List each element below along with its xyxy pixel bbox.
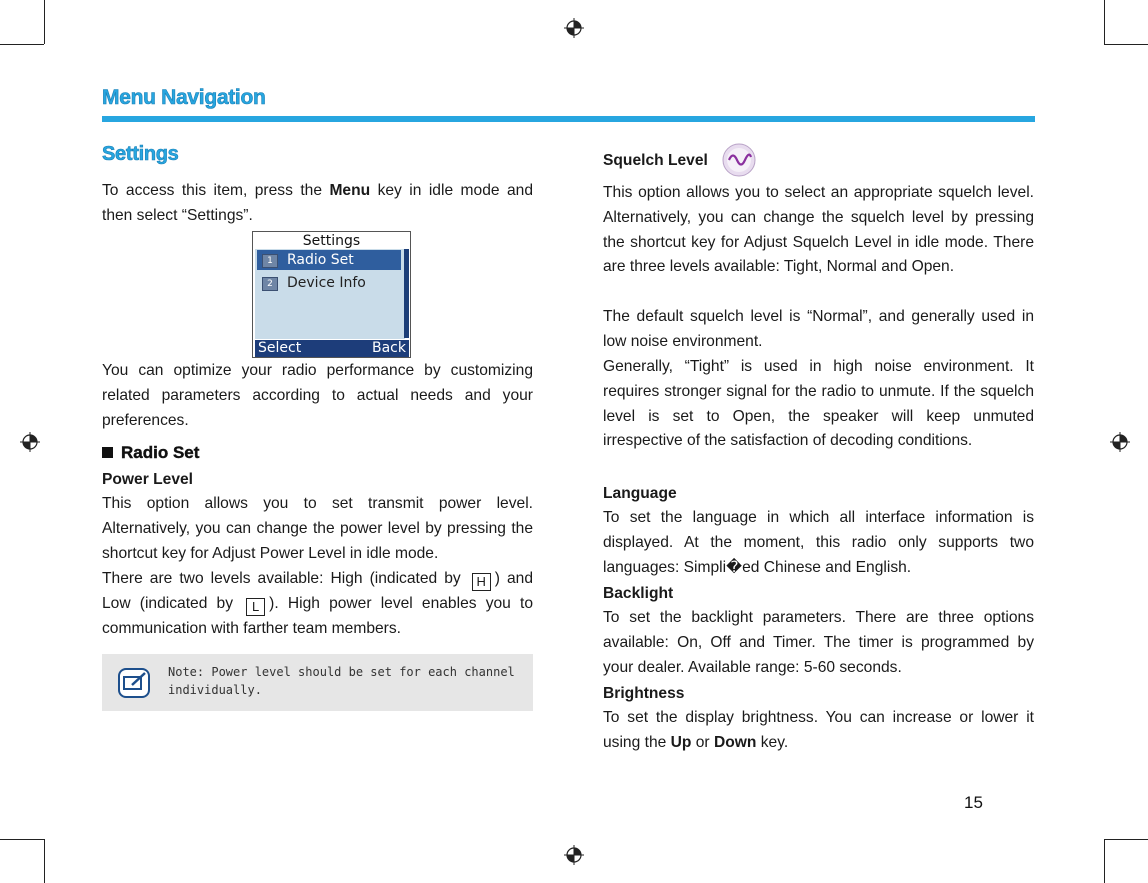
registration-mark-icon [564,845,584,865]
crop-mark [1104,839,1148,840]
optimize-paragraph: You can optimize your radio performance by customizing related parameters according to actual needs and your preferences. [102,362,533,429]
registration-mark-icon [1110,432,1130,452]
item-label: Radio Set [287,252,354,268]
radio-set-label: Radio Set [121,443,200,462]
high-power-icon: H [472,573,491,591]
screen-title: Settings [302,233,361,249]
brightness-text: To set the display brightness. You can increase or lower it using the [603,709,1034,751]
page-number: 15 [964,793,983,812]
intro-text: To access this item, press the [102,182,330,199]
power-level-heading: Power Level [102,471,194,488]
settings-screen [252,231,411,358]
levels-text-mid: ) and Low (indicated by [102,570,533,612]
softkey-select: Select [258,340,302,356]
crop-mark [44,839,45,883]
squelch-wave-icon [722,143,756,177]
power-levels-paragraph [102,567,533,641]
menu-key-label: Menu [329,182,371,199]
squelch-heading: Squelch Level [603,152,708,169]
brightness-or: or [691,733,714,751]
radio-set-heading [102,443,199,463]
softkey-back: Back [372,340,406,356]
screen-item-device-info [257,273,401,293]
section-header: Menu Navigation [102,86,266,109]
intro-paragraph [102,179,533,229]
crop-mark [44,0,45,44]
registration-mark-icon [20,432,40,452]
item-number: 2 [262,277,278,291]
note-text: Note: Power level should be set for each channel individually. [168,665,515,697]
item-number: 1 [262,254,278,268]
registration-mark-icon [564,18,584,38]
screen-softkeys [255,340,409,357]
levels-text-end: ). High power level enables you to communication with farther team members. [102,594,533,637]
settings-title: Settings [102,143,179,165]
crop-mark [0,839,44,840]
square-bullet-icon [102,447,113,458]
crop-mark [0,44,44,45]
note-icon [118,668,150,698]
language-paragraph: To set the language in which all interface information is displayed. At the moment, this radio only supports two languages: Simpli�ed Chinese and English. [603,509,1034,576]
header-rule [102,116,1035,122]
backlight-heading: Backlight [603,585,674,602]
intro-text-end: key in idle mode and then select “Settings”. [102,182,533,224]
brightness-paragraph [603,706,1034,756]
crop-mark [1104,839,1105,883]
low-power-icon: L [246,598,265,616]
power-level-paragraph: This option allows you to set transmit power level. Alternatively, you can change the power level by pressing the shortcut key for Adjust Power Level in idle mode. [102,495,533,562]
squelch-paragraph-2: The default squelch level is “Normal”, and generally used in low noise environment. [603,308,1034,350]
screen-body [255,249,405,339]
crop-mark [1104,44,1148,45]
up-key-label: Up [670,733,692,751]
screen-scrollbar [404,249,409,338]
brightness-heading: Brightness [603,685,685,702]
screen-item-radio-set [257,250,401,270]
squelch-paragraph-3: Generally, “Tight” is used in high noise environment. It requires stronger signal for the radio to unmute. If the squelch level is set to Open, the speaker will keep unmuted irrespective of the satisfaction of decoding conditions. [603,358,1034,450]
levels-text: There are two levels available: High (indicated by [102,570,468,587]
down-key-label: Down [713,733,757,751]
backlight-paragraph: To set the backlight parameters. There are three options available: On, Off and Timer. The timer is programmed by your dealer. Available range: 5-60 seconds. [603,609,1034,676]
brightness-text-end: key. [756,733,789,751]
crop-mark [1104,0,1105,44]
item-label: Device Info [287,275,366,291]
note-box [102,654,533,711]
squelch-paragraph-1: This option allows you to select an appropriate squelch level. Alternatively, you can change the squelch level by pressing the shortcut key for Adjust Squelch Level in idle mode. There are three levels available: Tight, Normal and Open. [603,184,1034,276]
language-heading: Language [603,485,677,502]
